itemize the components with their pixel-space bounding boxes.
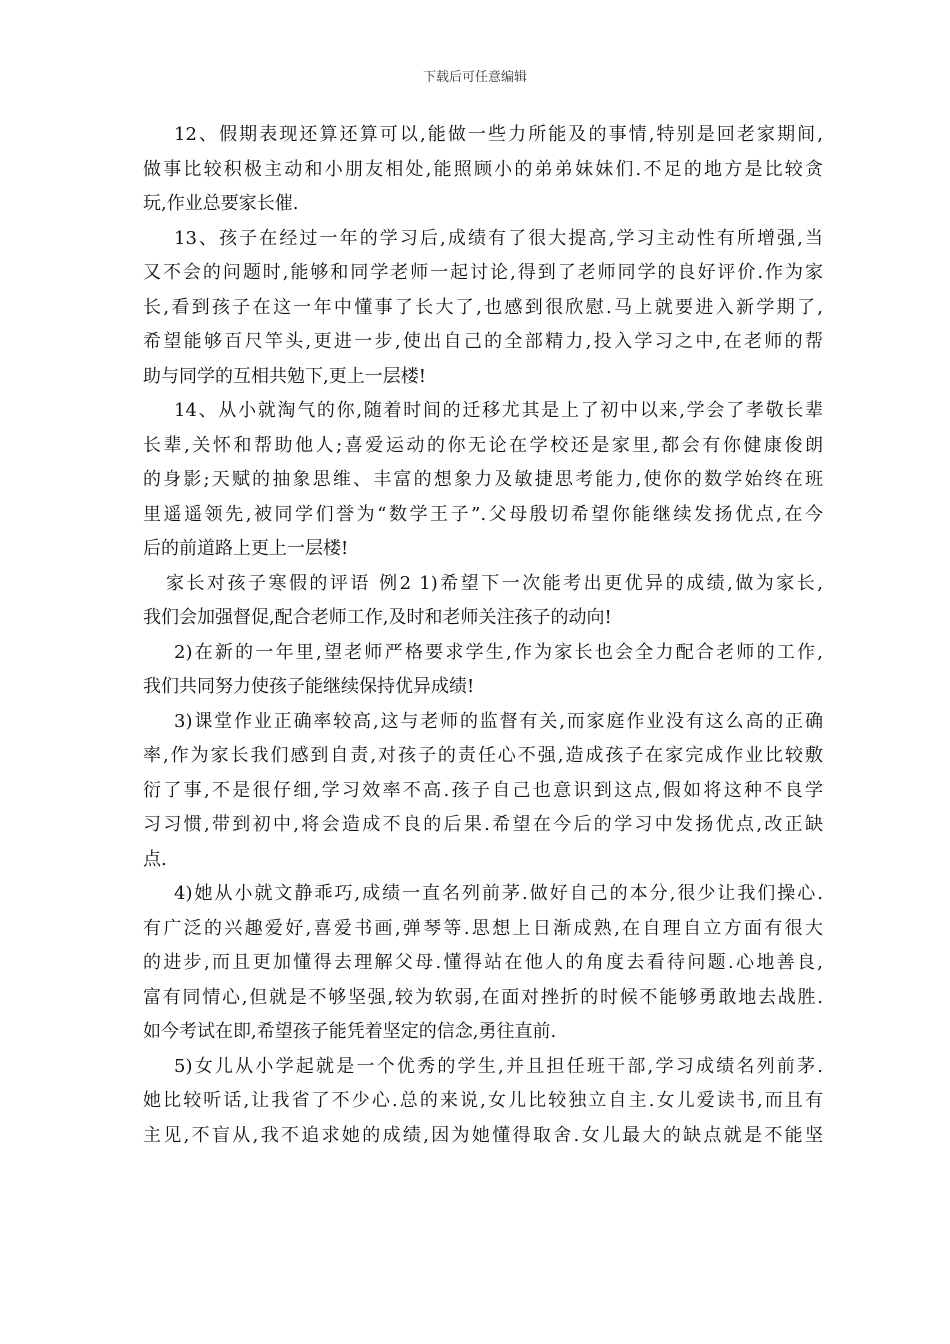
text-line: 12、假期表现还算还算可以,能做一些力所能及的事情,特别是回老家期间, (174, 124, 823, 145)
text-line: 习习惯,带到初中,将会造成不良的后果.希望在今后的学习中发扬优点,改正缺 (143, 814, 823, 835)
text-line: 衍了事,不是很仔细,学习效率不高.孩子自己也意识到这点,假如将这种不良学 (143, 779, 823, 801)
text-line: 3)课堂作业正确率较高,这与老师的监督有关,而家庭作业没有这么高的正确 (174, 710, 823, 732)
text-line: 做事比较积极主动和小朋友相处,能照顾小的弟弟妹妹们.不足的地方是比较贪 (143, 158, 823, 180)
text-line: 希望能够百尺竿头,更进一步,使出自己的全部精力,投入学习之中,在老师的帮 (143, 331, 823, 352)
text-line: 14、从小就淘气的你,随着时间的迁移尤其是上了初中以来,学会了孝敬长辈 (174, 400, 823, 421)
text-line: 长,看到孩子在这一年中懂事了长大了,也感到很欣慰.马上就要进入新学期了, (143, 296, 823, 318)
text-line: 的身影;天赋的抽象思维、丰富的想象力及敏捷思考能力,使你的数学始终在班 (143, 469, 823, 490)
text-line: 玩,作业总要家长催. (143, 193, 299, 214)
text-line: 率,作为家长我们感到自责,对孩子的责任心不强,造成孩子在家完成作业比较敷 (143, 745, 823, 766)
text-line: 有广泛的兴趣爱好,喜爱书画,弹琴等.思想上日渐成熟,在自理自立方面有很大 (143, 917, 823, 939)
text-line: 5)女儿从小学起就是一个优秀的学生,并且担任班干部,学习成绩名列前茅. (174, 1055, 823, 1077)
text-line: 13、孩子在经过一年的学习后,成绩有了很大提高,学习主动性有所增强,当 (174, 227, 823, 249)
page-header: 下载后可任意编辑 (422, 70, 527, 85)
text-line: 主见,不盲从,我不追求她的成绩,因为她懂得取舍.女儿最大的缺点就是不能坚 (143, 1124, 823, 1146)
text-line: 我们共同努力使孩子能继续保持优异成绩! (143, 676, 475, 697)
text-line: 如今考试在即,希望孩子能凭着坚定的信念,勇往直前. (143, 1021, 557, 1042)
text-line: 4)她从小就文静乖巧,成绩一直名列前茅.做好自己的本分,很少让我们操心. (174, 883, 823, 904)
text-line: 富有同情心,但就是不够坚强,较为软弱,在面对挫折的时候不能够勇敢地去战胜. (143, 986, 823, 1008)
text-line: 2)在新的一年里,望老师严格要求学生,作为家长也会全力配合老师的工作, (174, 641, 823, 663)
document-body (143, 118, 823, 1153)
text-line: 长辈,关怀和帮助他人;喜爱运动的你无论在学校还是家里,都会有你健康俊朗 (143, 434, 823, 456)
text-line: 助与同学的互相共勉下,更上一层楼! (143, 365, 426, 387)
text-line: 点. (143, 848, 167, 870)
text-line: 家长对孩子寒假的评语 例2 1)希望下一次能考出更优异的成绩,做为家长, (166, 572, 823, 594)
text-line: 里遥遥领先,被同学们誉为“数学王子”.父母殷切希望你能继续发扬优点,在今 (143, 503, 823, 525)
text-line: 的进步,而且更加懂得去理解父母.懂得站在他人的角度去看待问题.心地善良, (143, 952, 823, 973)
text-line: 我们会加强督促,配合老师工作,及时和老师关注孩子的动向! (143, 607, 612, 628)
text-line: 她比较听话,让我省了不少心.总的来说,女儿比较独立自主.女儿爱读书,而且有 (143, 1090, 823, 1111)
text-line: 又不会的问题时,能够和同学老师一起讨论,得到了老师同学的良好评价.作为家 (143, 262, 823, 283)
text-line: 后的前道路上更上一层楼! (143, 538, 349, 559)
